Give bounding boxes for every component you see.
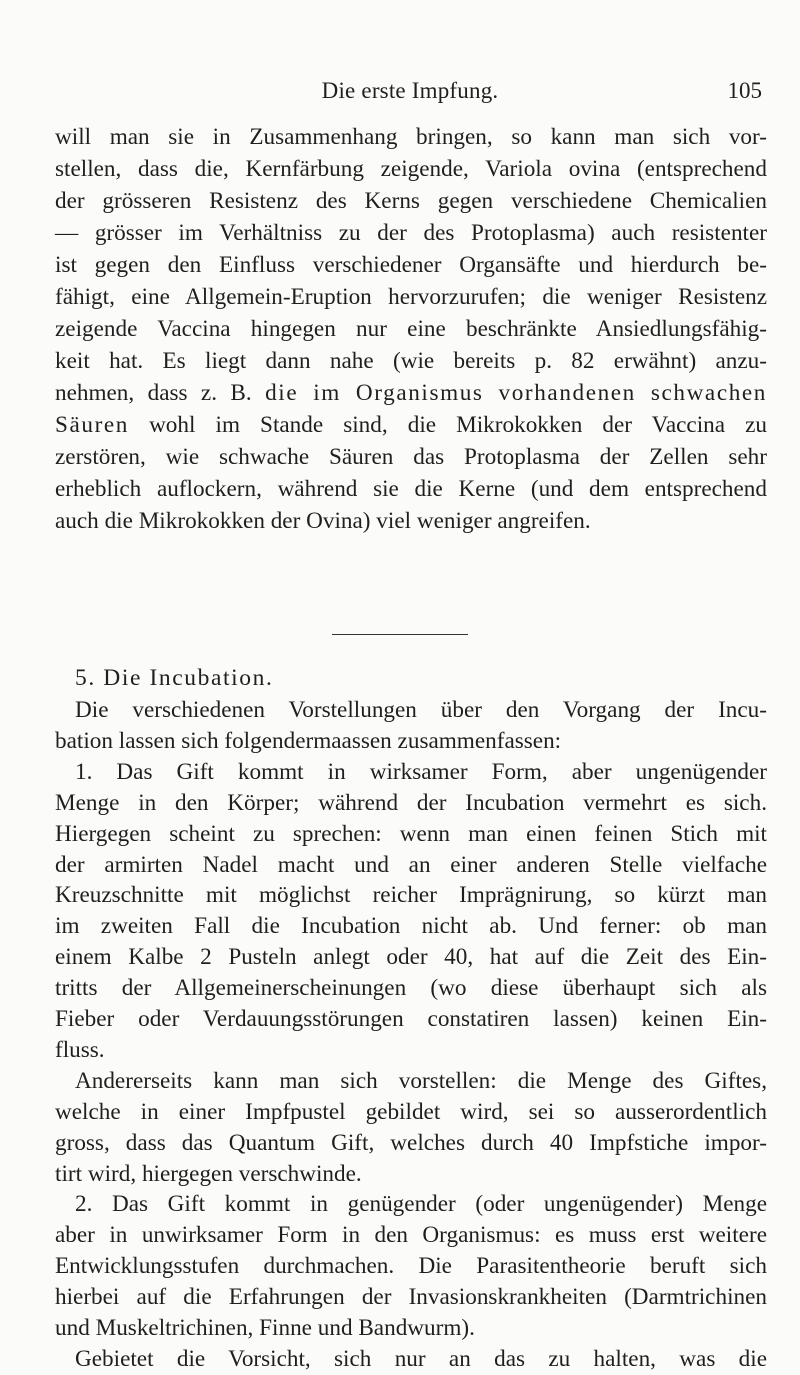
text-line: Gebietet die Vorsicht, sich nur an das zu halten, was die — [75, 1345, 767, 1372]
text-line: 1. Das Gift kommt in wirksamer Form, aber ungenügender — [75, 758, 767, 785]
text-line: einem Kalbe 2 Pusteln anlegt oder 40, hat auf die Zeit des Ein- — [55, 944, 767, 971]
section-divider — [332, 634, 468, 635]
text-line: — grösser im Verhältniss zu der des Protoplasma) auch resistenter — [55, 220, 767, 246]
text-line: Entwicklungsstufen durchmachen. Die Parasitentheorie beruft sich — [55, 1253, 767, 1280]
text-line: hierbei auf die Erfahrungen der Invasionskrankheiten (Darmtrichinen — [55, 1284, 767, 1311]
text-line: Fieber oder Verdauungsstörungen constatiren lassen) keinen Ein- — [55, 1006, 767, 1032]
text-line: Hiergegen scheint zu sprechen: wenn man einen feinen Stich mit — [55, 820, 767, 847]
text-line: fähigt, eine Allgemein-Eruption hervorzurufen; die weniger Resistenz — [55, 284, 767, 310]
text-line — [55, 409, 767, 441]
text-line: der armirten Nadel macht und an einer anderen Stelle vielfache — [55, 851, 767, 878]
text-line: tirt wird, hiergegen verschwinde. — [55, 1160, 362, 1187]
text-line-prefix: nehmen, dass z. B. — [55, 380, 266, 406]
text-line: keit hat. Es liegt dann nahe (wie bereits p. 82 erwähnt) anzu- — [55, 348, 767, 374]
running-header — [0, 76, 800, 108]
text-line: Kreuzschnitte mit möglichst reicher Imprägnirung, so kürzt man — [55, 882, 767, 909]
text-line: 2. Das Gift kommt in genügender (oder ungenügender) Menge — [75, 1191, 767, 1218]
text-line: gross, dass das Quantum Gift, welches durch 40 Impfstiche impor- — [55, 1129, 767, 1156]
text-line: bation lassen sich folgendermaassen zusammenfassen: — [55, 727, 562, 754]
text-line: der grösseren Resistenz des Kerns gegen verschiedene Chemicalien — [55, 188, 767, 214]
text-line — [55, 377, 767, 409]
text-line: im zweiten Fall die Incubation nicht ab. Und ferner: ob man — [55, 913, 767, 940]
text-line: ist gegen den Einfluss verschiedener Organsäfte und hierdurch be- — [55, 252, 767, 278]
text-line-rest: wohl im Stande sind, die Mikrokokken der Vaccina zu — [129, 412, 767, 438]
page-number: 105 — [727, 78, 762, 103]
text-line: erheblich auflockern, während sie die Kerne (und dem entsprechend — [55, 476, 767, 502]
running-title: Die erste Impfung. — [321, 78, 499, 103]
emphasized-text: die im Organismus vorhandenen schwachen — [265, 380, 767, 406]
text-line: welche in einer Impfpustel gebildet wird, sei so ausserordentlich — [55, 1098, 767, 1125]
text-line: Menge in den Körper; während der Incubation vermehrt es sich. — [55, 789, 767, 816]
text-line: aber in unwirksamer Form in den Organismus: es muss erst weitere — [55, 1222, 767, 1249]
emphasized-text: Säuren — [55, 412, 129, 438]
text-line: stellen, dass die, Kernfärbung zeigende, Variola ovina (entsprechend — [55, 156, 767, 182]
text-line: will man sie in Zusammenhang bringen, so kann man sich vor- — [55, 124, 767, 150]
text-line: Die verschiedenen Vorstellungen über den Vorgang der Incu- — [75, 697, 767, 723]
text-line: auch die Mikrokokken der Ovina) viel weniger angreifen. — [55, 508, 591, 534]
text-line: tritts der Allgemeinerscheinungen (wo diese überhaupt sich als — [55, 975, 767, 1002]
text-line: und Muskeltrichinen, Finne und Bandwurm). — [55, 1315, 475, 1341]
text-line: zerstören, wie schwache Säuren das Protoplasma der Zellen sehr — [55, 444, 767, 470]
text-line: Andererseits kann man sich vorstellen: die Menge des Giftes, — [75, 1067, 767, 1094]
section-heading: 5. Die Incubation. — [75, 665, 274, 691]
text-line: zeigende Vaccina hingegen nur eine beschränkte Ansiedlungsfähig- — [55, 316, 767, 342]
text-line: fluss. — [55, 1036, 105, 1063]
